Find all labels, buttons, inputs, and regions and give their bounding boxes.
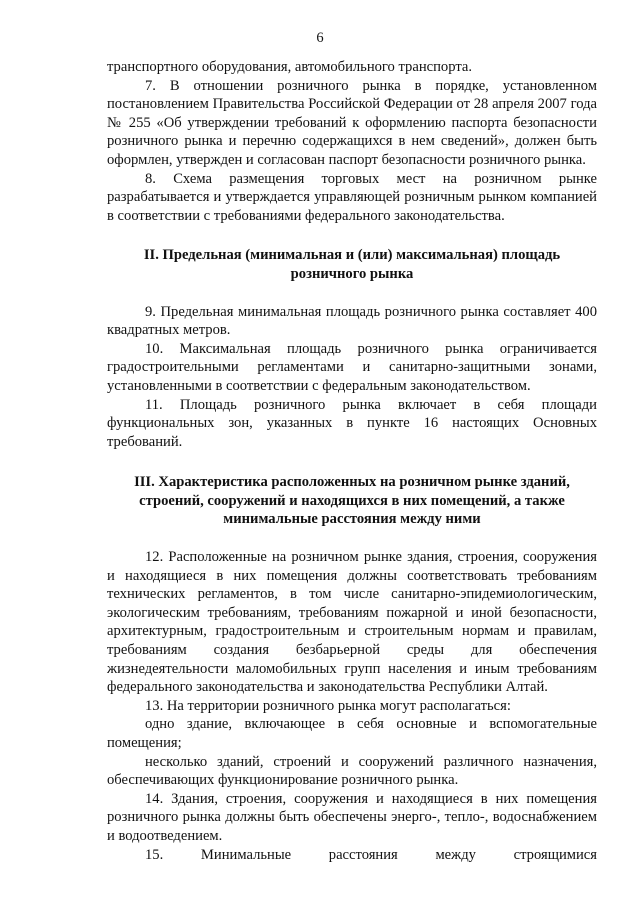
paragraph-8: 8. Схема размещения торговых мест на розничном рынке разрабатывается и утверждается управляющей розничным рынком компанией в соответствии с требованиями федерального законодательства. [107,170,597,224]
paragraph-14: 14. Здания, строения, сооружения и находящиеся в них помещения розничного рынка должны быть обеспечены энерго-, тепло-, водоснабжением и водоотведением. [107,790,597,844]
paragraph-13: 13. На территории розничного рынка могут располагаться: [145,697,511,714]
page-number: 6 [316,30,324,46]
section-2-heading [107,246,597,283]
section-3-heading [107,473,597,529]
paragraph-9: 9. Предельная минимальная площадь розничного рынка составляет 400 квадратных метров. [107,303,597,339]
page-content [107,58,597,864]
paragraph-15: 15. Минимальные расстояния между строящимися [145,846,597,863]
section-3-heading-line-3: минимальные расстояния между ними [223,511,481,528]
paragraph-7: 7. В отношении розничного рынка в порядке, установленном постановлением Правительства Российской Федерации от 28 апреля 2007 года № 255 «Об утверждении требований к оформлению паспорта безопасности розничного рынка и перечню содержащихся в нем сведений», должен быть оформлен, утвержден и согласован паспорт безопасности розничного рынка. [107,77,597,168]
paragraph-continuation: транспортного оборудования, автомобильного транспорта. [107,59,473,75]
paragraph-12: 12. Расположенные на розничном рынке здания, строения, сооружения и находящиеся в них помещения должны соответствовать требованиям технических регламентов, в том числе санитарно-эпидемиологическим, экологическим требованиям, требованиям пожарной и иной безопасности, архитектурным, градостроительным и строительным нормам и правилам, требованиям создания безбарьерной среды для обеспечения жизнедеятельности маломобильных групп населения и иным требованиям федерального законодательства и законодательства Республики Алтай. [107,549,597,696]
paragraph-13-item-1: одно здание, включающее в себя основные и вспомогательные помещения; [107,716,597,751]
paragraph-13-item-2: несколько зданий, строений и сооружений различного назначения, обеспечивающих функционирование розничного рынка. [107,753,597,789]
paragraph-11: 11. Площадь розничного рынка включает в себя площади функциональных зон, указанных в пункте 16 настоящих Основных требований. [107,396,597,450]
section-3-heading-line-1: III. Характеристика расположенных на розничном рынке зданий, [134,474,570,491]
section-2-heading-line-1: II. Предельная (минимальная и (или) максимальная) площадь [143,247,561,264]
section-3-heading-line-2: строений, сооружений и находящихся в них помещений, а также [139,492,565,509]
paragraph-10: 10. Максимальная площадь розничного рынка ограничивается градостроительными регламентами и санитарно-защитными зонами, установленными в соответствии с федеральным законодательством. [107,340,597,394]
section-2-heading-line-2: розничного рынка [290,265,414,282]
